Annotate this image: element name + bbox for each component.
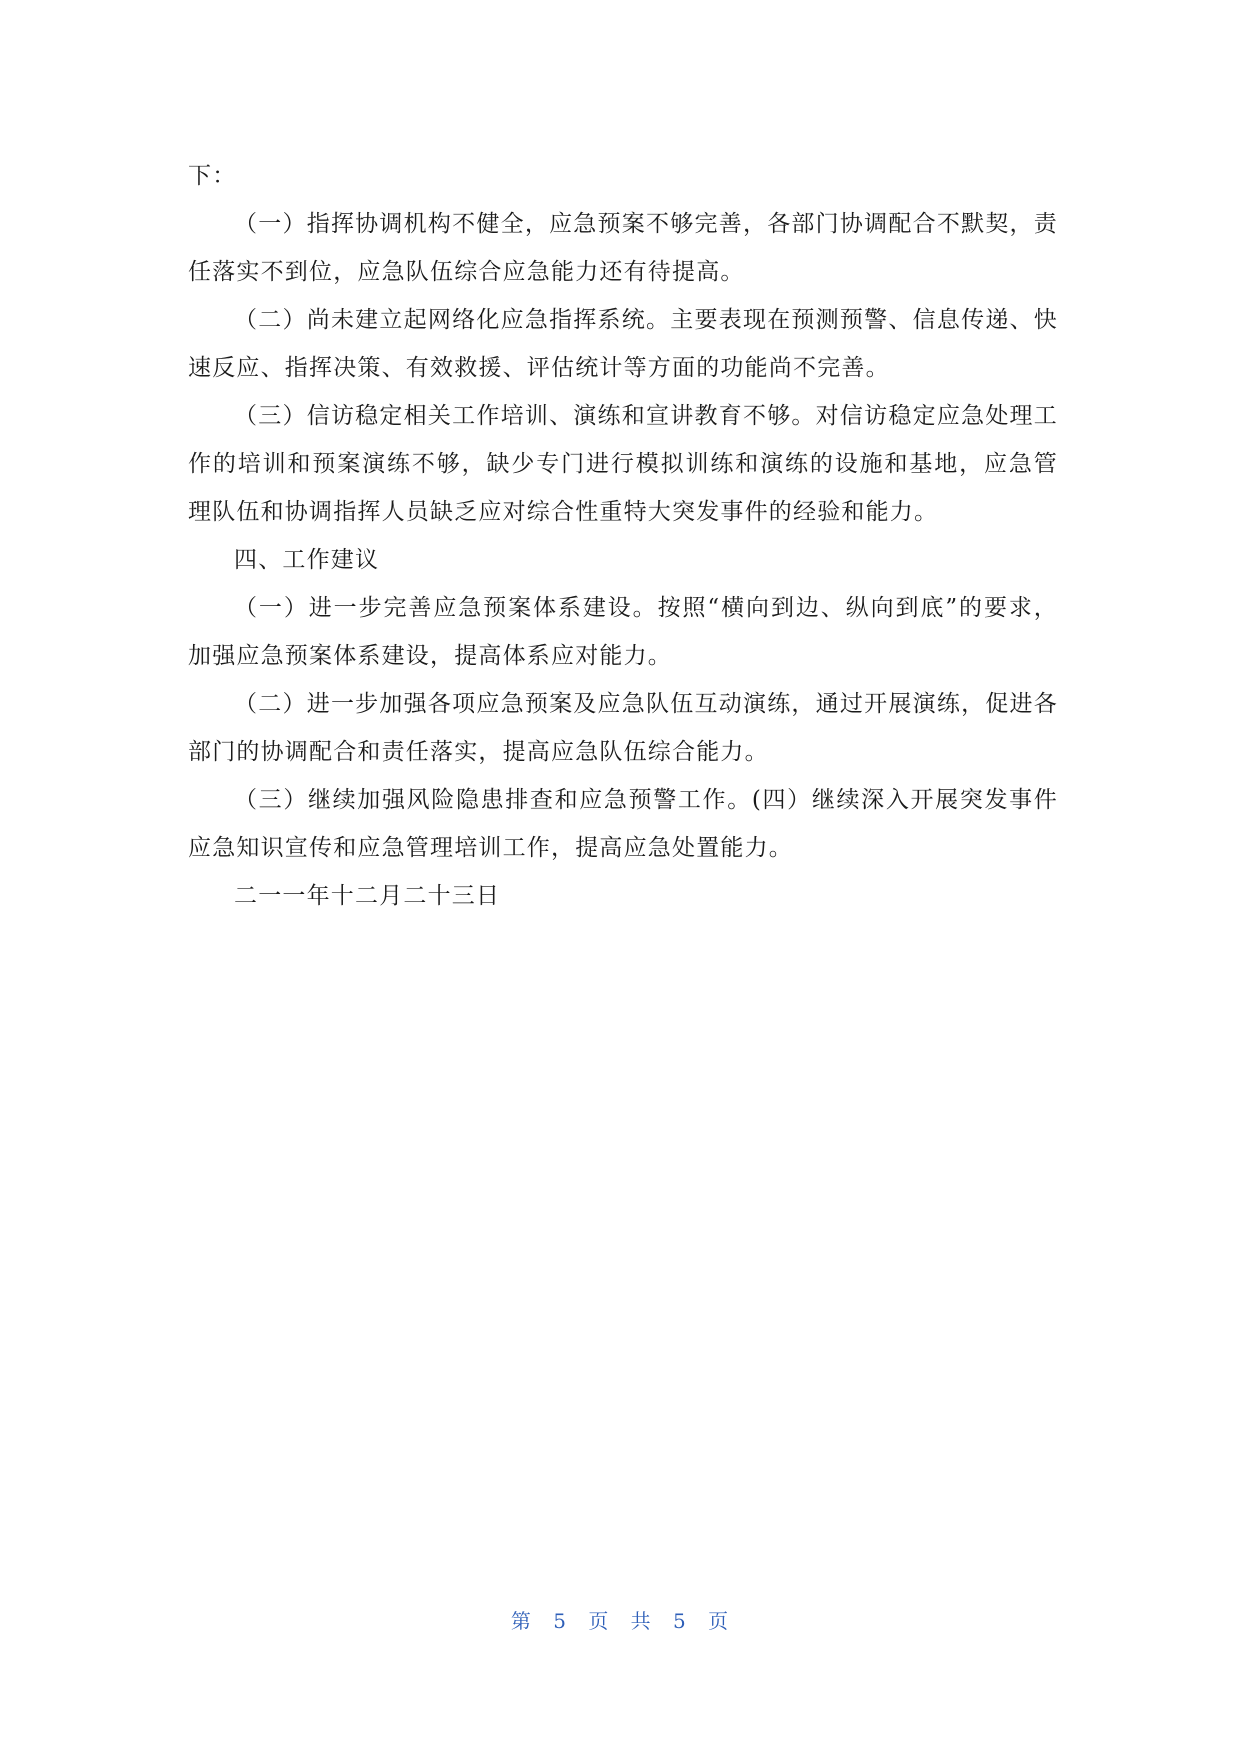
- paragraph-suggestion-3-4: （三）继续加强风险隐患排查和应急预警工作。(四）继续深入开展突发事件应急知识宣传和应急管理培训工作，提高应急处置能力。: [188, 787, 1058, 861]
- document-date: 二一一年十二月二十三日: [234, 883, 501, 909]
- footer-current-page: 5: [553, 1609, 568, 1633]
- footer-ye: 页: [588, 1609, 611, 1633]
- page-footer: [0, 1605, 1241, 1634]
- paragraph-suggestion-1: （一）进一步完善应急预案体系建设。按照“横向到边、纵向到底”的要求，加强应急预案体系建设，提高体系应对能力。: [188, 595, 1058, 669]
- paragraph-issue-1: （一）指挥协调机构不健全，应急预案不够完善，各部门协调配合不默契，责任落实不到位，应急队伍综合应急能力还有待提高。: [188, 211, 1058, 285]
- footer-total-pages: 5: [673, 1609, 688, 1633]
- paragraph-issue-3: （三）信访稳定相关工作培训、演练和宣讲教育不够。对信访稳定应急处理工作的培训和预案演练不够，缺少专门进行模拟训练和演练的设施和基地，应急管理队伍和协调指挥人员缺乏应对综合性重特大突发事件的经验和能力。: [188, 403, 1058, 525]
- footer-di: 第: [510, 1609, 533, 1633]
- document-body: [188, 152, 1058, 920]
- section-heading-work-suggestions: 四、工作建议: [234, 547, 380, 573]
- footer-gong: 共: [630, 1609, 653, 1633]
- footer-ye-2: 页: [708, 1609, 731, 1633]
- paragraph-issue-2: （二）尚未建立起网络化应急指挥系统。主要表现在预测预警、信息传递、快速反应、指挥决策、有效救援、评估统计等方面的功能尚不完善。: [188, 307, 1058, 381]
- paragraph-continuation: 下：: [188, 163, 237, 189]
- paragraph-suggestion-2: （二）进一步加强各项应急预案及应急队伍互动演练，通过开展演练，促进各部门的协调配合和责任落实，提高应急队伍综合能力。: [188, 691, 1058, 765]
